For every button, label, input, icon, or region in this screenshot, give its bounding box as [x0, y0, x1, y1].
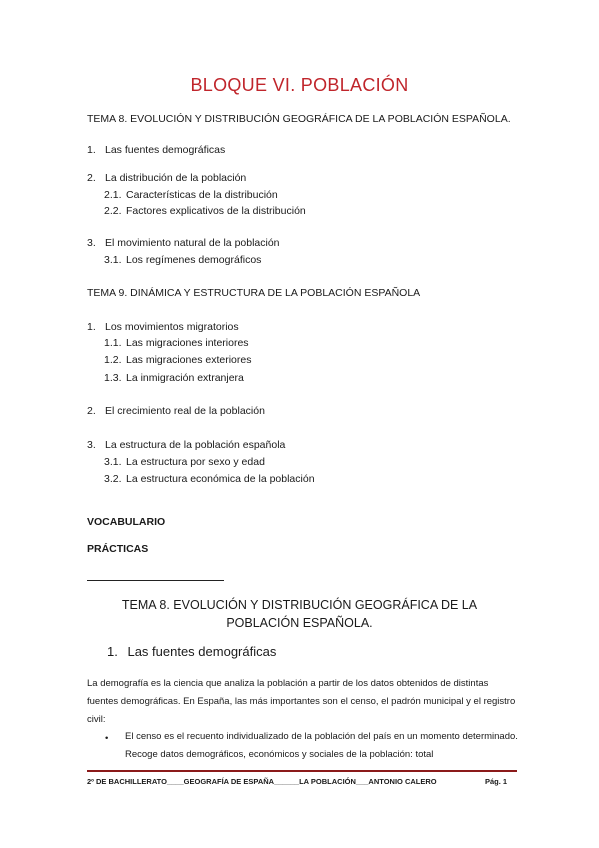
page-footer: 2º DE BACHILLERATO____GEOGRAFÍA DE ESPAÑA______LA POBLACIÓN___ANTONIO CALERO — [87, 777, 437, 786]
toc-item-number: 3.1. — [104, 254, 122, 266]
toc-item-label: Las migraciones interiores — [126, 337, 249, 349]
practicas-heading: PRÁCTICAS — [87, 543, 149, 555]
toc-item-label: La inmigración extranjera — [126, 372, 244, 384]
section-heading: TEMA 8. EVOLUCIÓN Y DISTRIBUCIÓN GEOGRÁFICA DE LA POBLACIÓN ESPAÑOLA. — [121, 598, 478, 630]
toc-item-number: 3. — [87, 439, 96, 451]
toc-subitem — [104, 372, 244, 384]
toc-item — [87, 144, 225, 156]
toc-item-label: Las fuentes demográficas — [105, 144, 226, 156]
toc-item-label: La estructura por sexo y edad — [126, 456, 265, 468]
toc-item-number: 3.2. — [104, 473, 122, 485]
toc-item-label: Los movimientos migratorios — [105, 321, 239, 333]
section-divider — [87, 580, 224, 581]
toc-item-number: 2.1. — [104, 189, 122, 201]
toc-subitem — [104, 189, 278, 201]
toc-item-label: La distribución de la población — [105, 172, 247, 184]
toc-item-number: 1. — [87, 321, 96, 333]
toc-item-label: Características de la distribución — [126, 189, 278, 201]
footer-divider — [87, 770, 517, 772]
body-paragraph: La demografía es la ciencia que analiza la población a partir de los datos obtenidos de distintas fuentes demográficas. En España, las más importantes son el censo, el padrón municipal y el registro civil: — [87, 678, 516, 725]
toc-item-number: 2. — [87, 172, 96, 184]
toc-item — [87, 439, 285, 451]
toc-subitem — [104, 254, 261, 266]
toc-subitem — [104, 473, 315, 485]
toc-item-label: Los regímenes demográficos — [126, 254, 262, 266]
toc-subitem — [104, 456, 265, 468]
subsection-number: 1. — [107, 644, 118, 659]
toc-item-label: La estructura de la población española — [105, 439, 286, 451]
toc-item — [87, 237, 280, 249]
toc-item-label: Las migraciones exteriores — [126, 354, 252, 366]
tema9-toc-heading: TEMA 9. DINÁMICA Y ESTRUCTURA DE LA POBLACIÓN ESPAÑOLA — [87, 287, 421, 299]
toc-subitem — [104, 205, 306, 217]
toc-item-label: El movimiento natural de la población — [105, 237, 280, 249]
toc-item-label: Factores explicativos de la distribución — [126, 205, 306, 217]
subsection-heading — [107, 644, 276, 659]
toc-item-number: 3. — [87, 237, 96, 249]
toc-item-number: 1.3. — [104, 372, 122, 384]
toc-subitem — [104, 337, 249, 349]
toc-item — [87, 405, 265, 417]
toc-item-number: 1. — [87, 144, 96, 156]
toc-item — [87, 321, 239, 333]
toc-item-number: 2.2. — [104, 205, 122, 217]
toc-item-number: 2. — [87, 405, 96, 417]
bullet-text: El censo es el recuento individualizado de la población del país en un momento determinado. Recoge datos demográficos, económicos y sociales de la población: total — [125, 731, 518, 760]
toc-item — [87, 172, 246, 184]
toc-item-number: 1.1. — [104, 337, 122, 349]
tema8-toc-heading: TEMA 8. EVOLUCIÓN Y DISTRIBUCIÓN GEOGRÁFICA DE LA POBLACIÓN ESPAÑOLA. — [87, 113, 511, 125]
subsection-title: Las fuentes demográficas — [127, 644, 277, 659]
toc-item-label: La estructura económica de la población — [126, 473, 315, 485]
toc-item-number: 3.1. — [104, 456, 122, 468]
bullet-icon: • — [105, 733, 109, 744]
page-number: Pág. 1 — [485, 777, 508, 786]
page-title: BLOQUE VI. POBLACIÓN — [190, 75, 409, 95]
vocabulario-heading: VOCABULARIO — [87, 516, 166, 528]
toc-item-number: 1.2. — [104, 354, 122, 366]
toc-item-label: El crecimiento real de la población — [105, 405, 265, 417]
toc-subitem — [104, 354, 251, 366]
